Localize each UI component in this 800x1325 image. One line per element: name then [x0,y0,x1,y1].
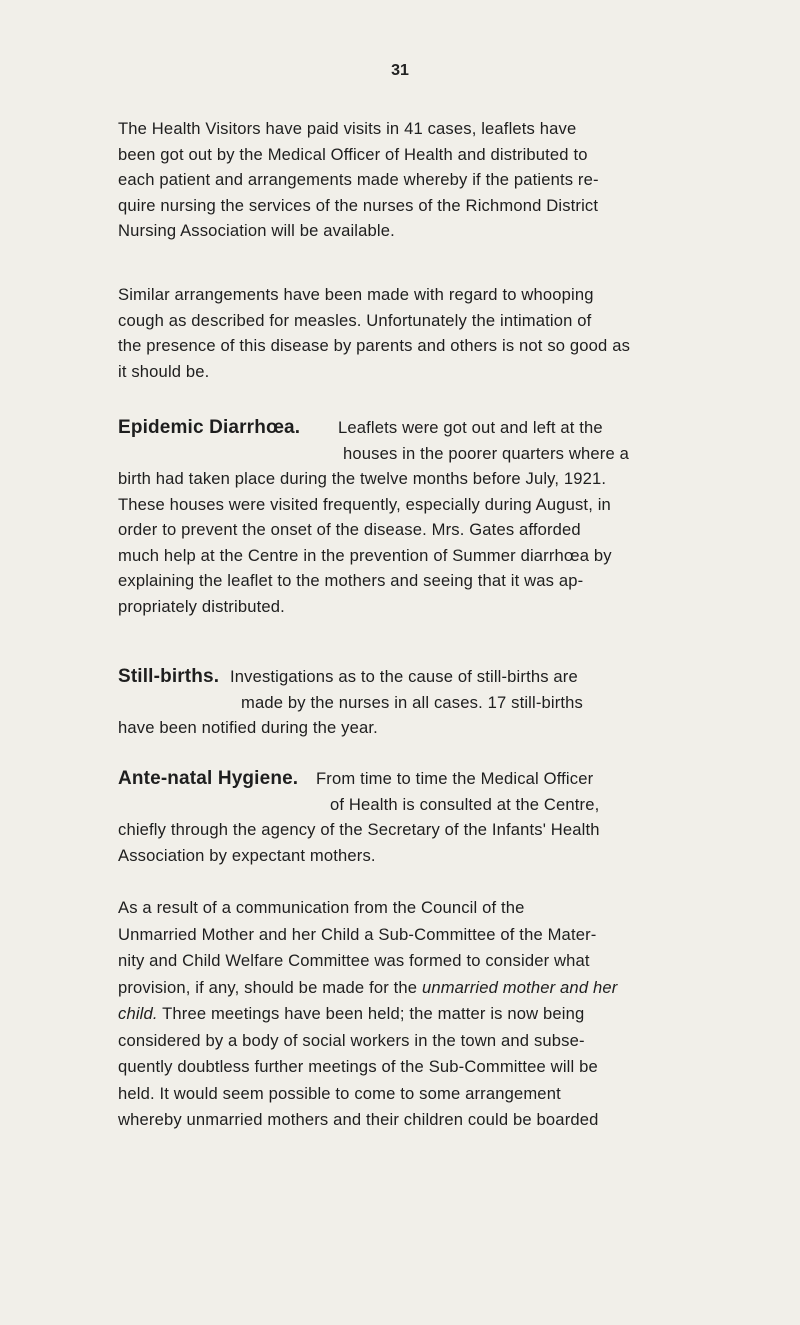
text-line: propriately distributed. [118,596,285,616]
text-line: Leaflets were got out and left at the [338,418,603,437]
text-line: quire nursing the services of the nurses of the Richmond District [118,195,599,215]
text-line: have been notified during the year. [118,718,378,737]
italic-text: unmarried mother and her [421,977,618,997]
text-line: quently doubtless further meetings of the Sub-Committee will be [118,1057,598,1076]
text-line: each patient and arrangements made whereby if the patients re- [118,170,599,189]
text-line: Association by expectant mothers. [118,845,376,865]
text-line: birth had taken place during the twelve months before July, 1921. [118,469,607,488]
text-line: houses in the poorer quarters where a [343,443,629,463]
section-antenatal-hygiene [118,766,738,868]
section-heading: Ante-natal Hygiene. [118,768,299,789]
text-line: The Health Visitors have paid visits in 41 cases, leaflets have [118,119,577,138]
paragraph-unmarried-mother [118,895,738,1134]
text-line: From time to time the Medical Officer [316,769,594,788]
text-line: made by the nurses in all cases. 17 still-births [241,692,583,712]
text-line: held. It would seem possible to come to some arrangement [118,1083,561,1103]
text-line: nity and Child Welfare Committee was formed to consider what [118,951,590,970]
text-line: Nursing Association will be available. [118,221,395,240]
text-line: considered by a body of social workers in the town and subse- [118,1030,585,1050]
text-line: Unmarried Mother and her Child a Sub-Committee of the Mater- [118,924,597,944]
paragraph-whooping-cough [118,282,738,384]
text-line: whereby unmarried mothers and their children could be boarded [118,1110,599,1129]
section-heading: Epidemic Diarrhœa. [118,417,301,438]
section-heading: Still-births. [118,666,220,687]
text-span: provision, if any, should be made for the [118,977,422,997]
section-still-births [118,664,738,741]
paragraph-health-visitors [118,116,738,244]
text-line: cough as described for measles. Unfortunately the intimation of [118,310,592,330]
text-line [118,975,738,1002]
text-line: chiefly through the agency of the Secretary of the Infants' Health [118,820,600,839]
text-line: Similar arrangements have been made with regard to whooping [118,285,594,304]
section-epidemic-diarrhoea [118,415,738,619]
text-line: it should be. [118,361,210,381]
text-line: As a result of a communication from the Council of the [118,898,525,917]
text-line: Investigations as to the cause of still-births are [230,667,578,686]
text-line: the presence of this disease by parents and others is not so good as [118,336,631,355]
text-line: These houses were visited frequently, especially during August, in [118,494,611,514]
page-number: 31 [391,62,409,79]
text-line [118,1001,738,1028]
italic-text: child. [118,1004,158,1023]
text-line: much help at the Centre in the prevention of Summer diarrhœa by [118,545,612,565]
text-line: order to prevent the onset of the disease. Mrs. Gates afforded [118,520,581,539]
text-line: been got out by the Medical Officer of Health and distributed to [118,144,588,164]
text-span: Three meetings have been held; the matter is now being [157,1004,585,1023]
text-line: explaining the leaflet to the mothers and seeing that it was ap- [118,571,584,590]
text-line: of Health is consulted at the Centre, [330,794,600,814]
